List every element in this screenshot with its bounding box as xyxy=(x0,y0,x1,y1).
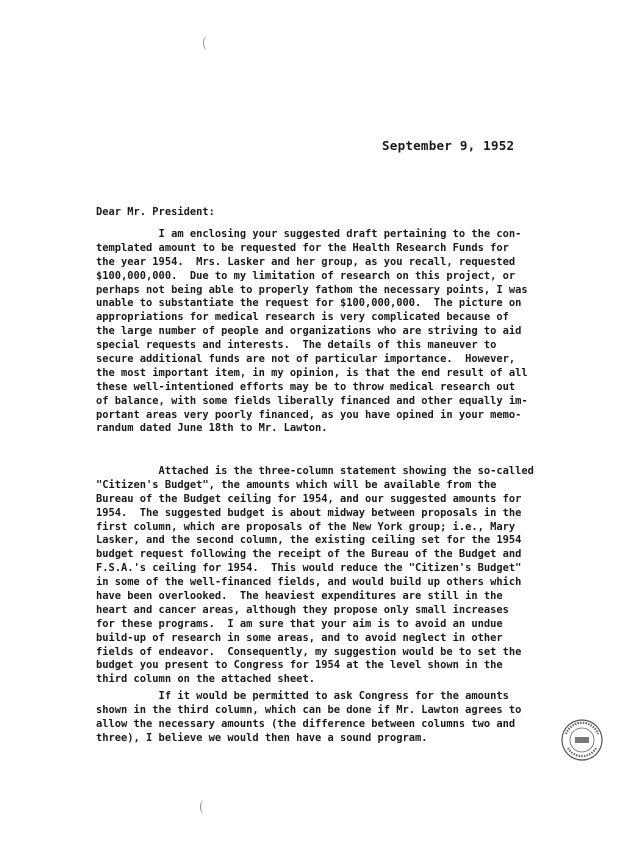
paragraph-2-line: first column, which are proposals of the New York group; i.e., Mary xyxy=(96,520,516,533)
paragraph-2-line: budget you present to Congress for 1954 at the level shown in the xyxy=(96,659,503,672)
paragraph-3-line: If it would be permitted to ask Congress for the amounts xyxy=(96,690,509,702)
paragraph-2-line: have been overlooked. The heaviest expenditures are still in the xyxy=(96,590,503,603)
paragraph-3-line: three), I believe we would then have a sound program. xyxy=(96,731,428,744)
paragraph-3-line: shown in the third column, which can be done if Mr. Lawton agrees to xyxy=(96,703,522,716)
paragraph-1-line: of balance, with some fields liberally financed and other equally im- xyxy=(96,394,528,407)
paragraph-2-line: Bureau of the Budget ceiling for 1954, and our suggested amounts for xyxy=(96,492,522,505)
punch-mark-bottom xyxy=(200,800,209,814)
paragraph-1-line: $100,000,000. Due to my limitation of research on this project, or xyxy=(96,269,516,282)
paragraph-2-line: 1954. The suggested budget is about midway between proposals in the xyxy=(96,506,522,519)
paragraph-1-line: randum dated June 18th to Mr. Lawton. xyxy=(96,422,328,435)
paragraph-1-line: templated amount to be requested for the Health Research Funds for xyxy=(96,241,509,254)
paragraph-2-line: fields of endeavor. Consequently, my suggestion would be to set the xyxy=(96,645,522,658)
paragraph-3 xyxy=(96,690,556,746)
paragraph-1-line: the year 1954. Mrs. Lasker and her group, as you recall, requested xyxy=(96,255,516,268)
paragraph-1-line: appropriations for medical research is very complicated because of xyxy=(96,311,509,324)
paragraph-2-line: Attached is the three-column statement showing the so-called xyxy=(96,465,534,477)
paragraph-2-line: for these programs. I am sure that your aim is to avoid an undue xyxy=(96,617,503,630)
paragraph-1-line: the large number of people and organizations who are striving to aid xyxy=(96,325,522,338)
paragraph-1-line: perhaps not being able to properly fathom the necessary points, I was xyxy=(96,283,528,296)
paragraph-2-line: budget request following the receipt of the Bureau of the Budget and xyxy=(96,548,522,561)
paragraph-1-line: portant areas very poorly financed, as you have opined in your memo- xyxy=(96,408,522,421)
paragraph-2-line: heart and cancer areas, although they propose only small increases xyxy=(96,603,509,616)
salutation: Dear Mr. President: xyxy=(96,206,215,218)
paragraph-2-line: Lasker, and the second column, the existing ceiling set for the 1954 xyxy=(96,534,522,547)
paragraph-2-line: third column on the attached sheet. xyxy=(96,673,315,686)
letter-date: September 9, 1952 xyxy=(382,138,515,153)
paragraph-1-line: these well-intentioned efforts may be to throw medical research out xyxy=(96,380,516,393)
paragraph-1-line: the most important item, in my opinion, is that the end result of all xyxy=(96,366,528,379)
paragraph-1-line: secure additional funds are not of particular importance. However, xyxy=(96,353,516,366)
paragraph-2 xyxy=(96,465,556,687)
paragraph-3-line: allow the necessary amounts (the difference between columns two and xyxy=(96,717,516,730)
paragraph-1-line: special requests and interests. The details of this maneuver to xyxy=(96,339,497,352)
paragraph-2-line: in some of the well-financed fields, and would build up others which xyxy=(96,576,522,589)
library-stamp-icon xyxy=(560,718,604,762)
paragraph-1-line: I am enclosing your suggested draft pertaining to the con- xyxy=(96,228,522,240)
paragraph-1-line: unable to substantiate the request for $100,000,000. The picture on xyxy=(96,297,522,310)
paragraph-2-line: "Citizen's Budget", the amounts which will be available from the xyxy=(96,478,497,491)
paragraph-2-line: build-up of research in some areas, and to avoid neglect in other xyxy=(96,631,503,644)
punch-mark-top xyxy=(203,36,212,50)
paragraph-2-line: F.S.A.'s ceiling for 1954. This would reduce the "Citizen's Budget" xyxy=(96,562,522,575)
paragraph-1 xyxy=(96,228,556,436)
